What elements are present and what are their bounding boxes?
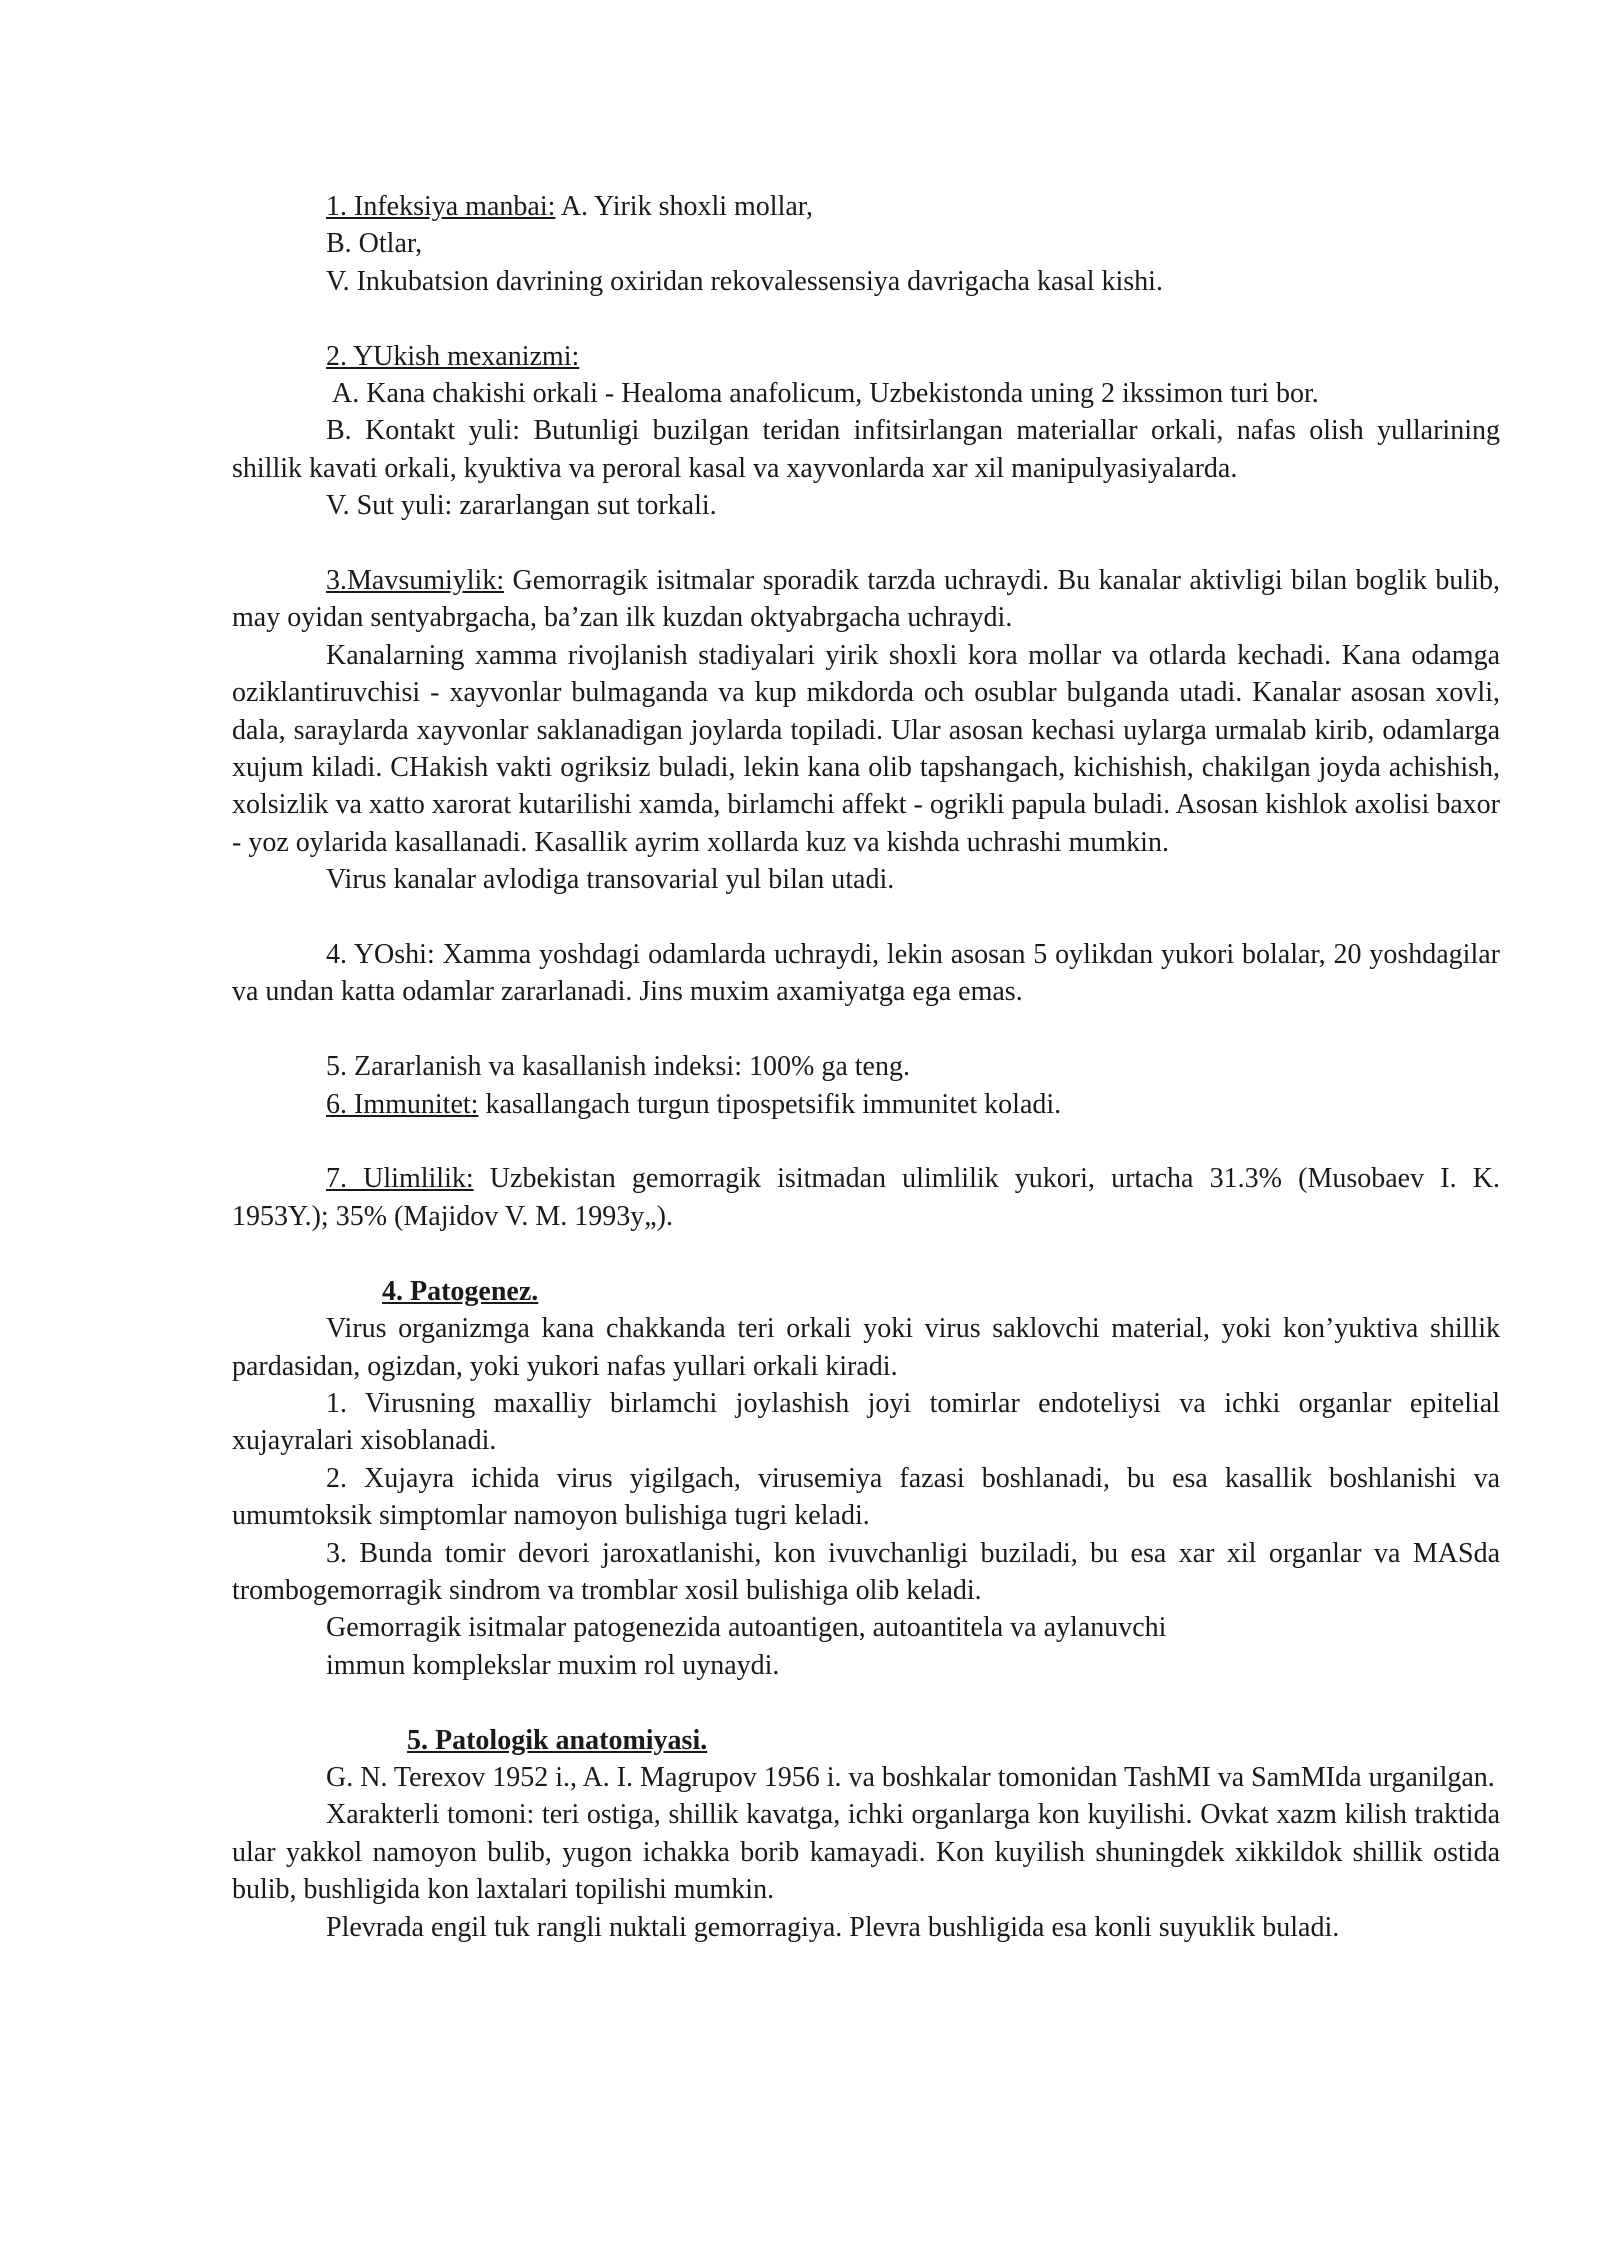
transmission-label-line bbox=[232, 338, 1500, 375]
pathogenesis-paragraph-2: 1. Virusning maxalliy birlamchi joylashish joyi tomirlar endoteliysi va ichki organlar epitelial xujayralari xisoblanadi. bbox=[232, 1387, 1500, 1457]
pathogenesis-paragraph-5b: immun komplekslar muxim rol uynaydi. bbox=[326, 1649, 780, 1681]
infection-source-b: B. Otlar, bbox=[326, 228, 423, 260]
pathanatomy-paragraph-3: Plevrada engil tuk rangli nuktali gemorragiya. Plevra bushligida esa konli suyuklik buladi. bbox=[326, 1911, 1340, 1943]
mortality-label: 7. Ulimlilik: bbox=[326, 1163, 474, 1195]
transmission-b: B. Kontakt yuli: Butunligi buzilgan teridan infitsirlangan materiallar orkali, nafas olish yullarining shillik kavati orkali, kyuktiva va peroral kasal va xayvonlarda xar xil manipulyasiyalarda. bbox=[232, 415, 1500, 484]
pathogenesis-paragraph-5a: Gemorragik isitmalar patogenezida autoantigen, autoantitela va aylanuvchi bbox=[326, 1612, 1167, 1644]
infection-source-v: V. Inkubatsion davrining oxiridan rekovalessensiya davrigacha kasal kishi. bbox=[326, 265, 1163, 297]
infection-source-a: A. Yirik shoxli mollar, bbox=[555, 191, 813, 222]
pathogenesis-heading-line bbox=[232, 1273, 1500, 1310]
immunity-text: kasallangach turgun tipospetsifik immunitet koladi. bbox=[478, 1088, 1062, 1120]
seasonality-paragraph-2: Kanalarning xamma rivojlanish stadiyalari yirik shoxli kora mollar va otlarda kechadi. Kana odamga oziklantiruvchisi - xayvonlar bulmaganda va kup mikdorda och osublar bulganda utadi. Kanalar asosan xovli, dala, saraylarda xayvonlar saklanadigan joylarda topiladi. Ular asosan kechasi uylarga urmalab kirib, odamlarga xujum kiladi. CHakish vakti ogriksiz buladi, lekin kana olib tapshangach, kichishish, chakilgan joyda achishish, xolsizlik va xatto xarorat kutarilishi xamda, birlamchi affekt - ogrikli papula buladi. Asosan kishlok axolisi baxor - yoz oylarida kasallanadi. Kasallik ayrim xollarda kuz va kishda uchrashi mumkin. bbox=[232, 639, 1500, 858]
infection-source-line bbox=[232, 188, 1500, 225]
transmission-label: 2. YUkish mexanizmi: bbox=[326, 340, 580, 372]
pathanatomy-heading: 5. Patologik anatomiyasi. bbox=[407, 1724, 708, 1756]
pathogenesis-heading: 4. Patogenez. bbox=[382, 1275, 539, 1307]
seasonality-text: Gemorragik isitmalar sporadik tarzda uchraydi. Bu kanalar aktivligi bilan boglik bulib, may oyidan sentyabrgacha, ba’zan ilk kuzdan oktyabrgacha uchraydi. bbox=[232, 565, 1500, 634]
seasonality-paragraph bbox=[232, 562, 1500, 637]
seasonality-label: 3.Mavsumiylik: bbox=[326, 565, 505, 597]
pathogenesis-paragraph-4: 3. Bunda tomir devori jaroxatlanishi, kon ivuvchanligi buziladi, bu esa xar xil organlar va MASda trombogemorragik sindrom va tromblar xosil bulishiga olib keladi. bbox=[232, 1537, 1500, 1606]
immunity-paragraph bbox=[232, 1086, 1500, 1123]
pathogenesis-paragraph-1: Virus organizmga kana chakkanda teri orkali yoki virus saklovchi material, yoki kon’yuktiva shillik pardasidan, ogizdan, yoki yukori nafas yullari orkali kiradi. bbox=[232, 1313, 1500, 1382]
transmission-a: A. Kana chakishi orkali - Healoma anafolicum, Uzbekistonda uning 2 ikssimon turi bor. bbox=[332, 378, 1319, 410]
age-paragraph: 4. YOshi: Xamma yoshdagi odamlarda uchraydi, lekin asosan 5 oylikdan yukori bolalar, 20 yoshdagilar va undan katta odamlar zararlanadi. Jins muxim axamiyatga ega emas. bbox=[232, 939, 1500, 1008]
incidence-index-paragraph: 5. Zararlanish va kasallanish indeksi: 100% ga teng. bbox=[326, 1051, 910, 1083]
seasonality-paragraph-3: Virus kanalar avlodiga transovarial yul bilan utadi. bbox=[326, 864, 895, 896]
pathanatomy-heading-line bbox=[232, 1722, 1500, 1759]
transmission-v: V. Sut yuli: zararlangan sut torkali. bbox=[326, 490, 717, 522]
pathanatomy-paragraph-1: G. N. Terexov 1952 i., A. I. Magrupov 1956 i. va boshkalar tomonidan TashMI va SamMIda urganilgan. bbox=[326, 1761, 1495, 1793]
mortality-paragraph bbox=[232, 1160, 1500, 1235]
immunity-label: 6. Immunitet: bbox=[326, 1088, 479, 1120]
pathogenesis-paragraph-3: 2. Xujayra ichida virus yigilgach, virusemiya fazasi boshlanadi, bu esa kasallik boshlanishi va umumtoksik simptomlar namoyon bulishiga tugri keladi. bbox=[232, 1462, 1500, 1532]
pathanatomy-paragraph-2: Xarakterli tomoni: teri ostiga, shillik kavatga, ichki organlarga kon kuyilishi. Ovkat xazm kilish traktida ular yakkol namoyon bulib, yugon ichakka borib kamayadi. Kon kuyilish shuningdek xikkildok shillik ostida bulib, bushligida kon laxtalari topilishi mumkin. bbox=[232, 1799, 1500, 1906]
infection-source-label: 1. Infeksiya manbai: bbox=[326, 191, 556, 222]
mortality-text: Uzbekistan gemorragik isitmadan ulimlilik yukori, urtacha 31.3% (Musobaev I. K. 1953Y.); 35% (Majidov V. M. 1993y„). bbox=[232, 1163, 1500, 1232]
